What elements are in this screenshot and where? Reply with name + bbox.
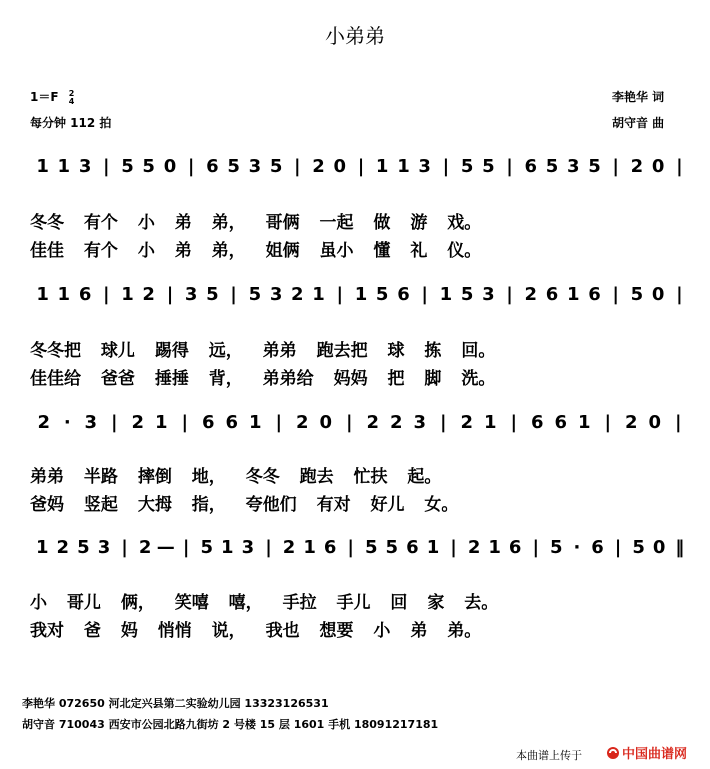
note: 6: [591, 537, 604, 558]
note: 5: [375, 284, 389, 305]
site-logo[interactable]: [606, 745, 702, 761]
note: 2: [467, 537, 481, 558]
note: 2: [524, 284, 538, 305]
note: 3: [248, 156, 262, 177]
note: 6: [202, 412, 215, 433]
note: 0: [651, 156, 665, 177]
note: 5: [365, 537, 378, 558]
lyric-line: 小 哥儿 俩， 笑嘻 嘻， 手拉 手儿 回 家 去。: [30, 593, 499, 613]
barline: ‖: [675, 537, 685, 558]
note: 1: [439, 284, 453, 305]
lyricist-credit: 李艳华 词: [612, 90, 665, 104]
note: —: [156, 537, 175, 558]
lyric-line: 爸妈 竖起 大拇 指， 夸他们 有对 好儿 女。: [30, 495, 459, 515]
note: 1: [57, 284, 71, 305]
note: 5: [632, 537, 645, 558]
barline: |: [675, 412, 682, 433]
barline: |: [612, 284, 619, 305]
note: 2: [282, 537, 296, 558]
note: 2: [138, 537, 152, 558]
note: 1: [221, 537, 234, 558]
note: ·: [63, 412, 71, 433]
note: 6: [406, 537, 419, 558]
barline: |: [275, 412, 283, 433]
barline: |: [346, 412, 353, 433]
note: 1: [121, 284, 134, 305]
barline: |: [294, 156, 301, 177]
barline: |: [181, 412, 189, 433]
note: 3: [418, 156, 431, 177]
note: 2: [390, 412, 403, 433]
note: 5: [550, 537, 563, 558]
key-label: 1＝F: [30, 90, 59, 104]
barline: |: [604, 412, 612, 433]
note: 2: [312, 156, 325, 177]
note: 0: [651, 284, 665, 305]
barline: |: [111, 412, 118, 433]
note: 2: [37, 412, 51, 433]
note: 2: [142, 284, 155, 305]
note: 3: [78, 156, 92, 177]
note: 5: [121, 156, 134, 177]
barline: |: [265, 537, 272, 558]
barline: |: [532, 537, 540, 558]
note: 3: [84, 412, 98, 433]
barline: |: [166, 284, 174, 305]
barline: |: [450, 537, 457, 558]
note: 0: [163, 156, 177, 177]
note: 2: [291, 284, 304, 305]
note: 1: [303, 537, 316, 558]
barline: |: [421, 284, 428, 305]
time-denominator: 4: [68, 96, 75, 106]
note: 6: [508, 537, 522, 558]
note: 3: [184, 284, 198, 305]
lyric-line: 佳佳给 爸爸 捶捶 背， 弟弟给 妈妈 把 脚 洗。: [30, 369, 496, 389]
note: 1: [312, 284, 325, 305]
note: 6: [225, 412, 239, 433]
note: 5: [206, 284, 219, 305]
note: 5: [482, 156, 495, 177]
note: 2: [460, 412, 474, 433]
note: 5: [385, 537, 399, 558]
barline: |: [336, 284, 344, 305]
barline: |: [506, 156, 513, 177]
note: 0: [648, 412, 662, 433]
note: 1: [397, 156, 410, 177]
note: 1: [488, 537, 501, 558]
note: 2: [131, 412, 145, 433]
note: 2: [56, 537, 70, 558]
barline: |: [230, 284, 237, 305]
lyric-line: 佳佳 有个 小 弟 弟， 姐俩 虽小 懂 礼 仪。: [30, 241, 482, 261]
note: 2: [625, 412, 638, 433]
site-logo-text: 中国曲谱网: [622, 747, 688, 761]
note: 1: [36, 537, 49, 558]
barline: |: [676, 156, 683, 177]
note: 1: [375, 156, 389, 177]
note: 1: [578, 412, 591, 433]
barline: |: [103, 284, 110, 305]
barline: |: [510, 412, 518, 433]
note: 1: [155, 412, 168, 433]
barline: |: [347, 537, 354, 558]
barline: |: [121, 537, 128, 558]
footer-contact-lyricist: 李艳华 072650 河北定兴县第二实验幼儿园 13323126531: [22, 697, 329, 710]
note: 1: [426, 537, 440, 558]
note: 5: [460, 284, 474, 305]
note: 6: [78, 284, 92, 305]
note: 6: [531, 412, 544, 433]
note: 2: [366, 412, 380, 433]
note: 3: [413, 412, 427, 433]
note: 5: [200, 537, 214, 558]
note: 5: [630, 284, 644, 305]
note: 3: [269, 284, 283, 305]
note: 1: [36, 284, 49, 305]
footer-contact-composer: 胡守音 710043 西安市公园北路九街坊 2 号楼 15 层 1601 手机 18091217181: [22, 718, 439, 731]
barline: |: [440, 412, 447, 433]
note: 6: [524, 156, 538, 177]
note: 1: [36, 156, 49, 177]
lyric-line: 我对 爸 妈 悄悄 说， 我也 想要 小 弟 弟。: [30, 621, 482, 641]
note: 0: [333, 156, 347, 177]
note: 6: [323, 537, 337, 558]
note: 6: [206, 156, 219, 177]
barline: |: [182, 537, 190, 558]
note: 6: [588, 284, 601, 305]
barline: |: [187, 156, 195, 177]
barline: |: [614, 537, 622, 558]
note: 1: [354, 284, 368, 305]
note: 5: [460, 156, 474, 177]
note: 5: [142, 156, 155, 177]
note: 1: [567, 284, 580, 305]
note: 5: [77, 537, 90, 558]
tempo-marking: 每分钟 112 拍: [30, 116, 112, 130]
site-logo-icon: [606, 745, 702, 761]
lyric-line: 冬冬把 球儿 踢得 远， 弟弟 跑去把 球 拣 回。: [30, 341, 496, 361]
note: 3: [97, 537, 111, 558]
barline: |: [506, 284, 513, 305]
note: ·: [573, 537, 581, 558]
note: 3: [482, 284, 495, 305]
song-title: 小弟弟: [325, 24, 385, 48]
upload-notice: 本曲谱上传于: [516, 749, 582, 762]
note: 5: [248, 284, 262, 305]
note: 1: [57, 156, 71, 177]
barline: |: [103, 156, 110, 177]
note: 0: [652, 537, 666, 558]
barline: |: [676, 284, 683, 305]
composer-credit: 胡守音 曲: [612, 116, 665, 130]
barline: |: [442, 156, 450, 177]
note: 2: [630, 156, 644, 177]
lyric-line: 冬冬 有个 小 弟 弟， 哥俩 一起 做 游 戏。: [30, 213, 482, 233]
note: 3: [241, 537, 255, 558]
note: 6: [545, 284, 559, 305]
barline: |: [612, 156, 619, 177]
note: 0: [319, 412, 333, 433]
lyric-line: 弟弟 半路 摔倒 地， 冬冬 跑去 忙扶 起。: [30, 467, 442, 487]
note: 5: [269, 156, 283, 177]
note: 1: [484, 412, 497, 433]
note: 5: [545, 156, 559, 177]
note: 2: [296, 412, 309, 433]
note: 5: [227, 156, 240, 177]
note: 6: [554, 412, 568, 433]
barline: |: [357, 156, 365, 177]
note: 1: [249, 412, 262, 433]
note: 5: [588, 156, 601, 177]
note: 3: [567, 156, 580, 177]
note: 6: [397, 284, 410, 305]
time-numerator: 2: [68, 88, 75, 98]
